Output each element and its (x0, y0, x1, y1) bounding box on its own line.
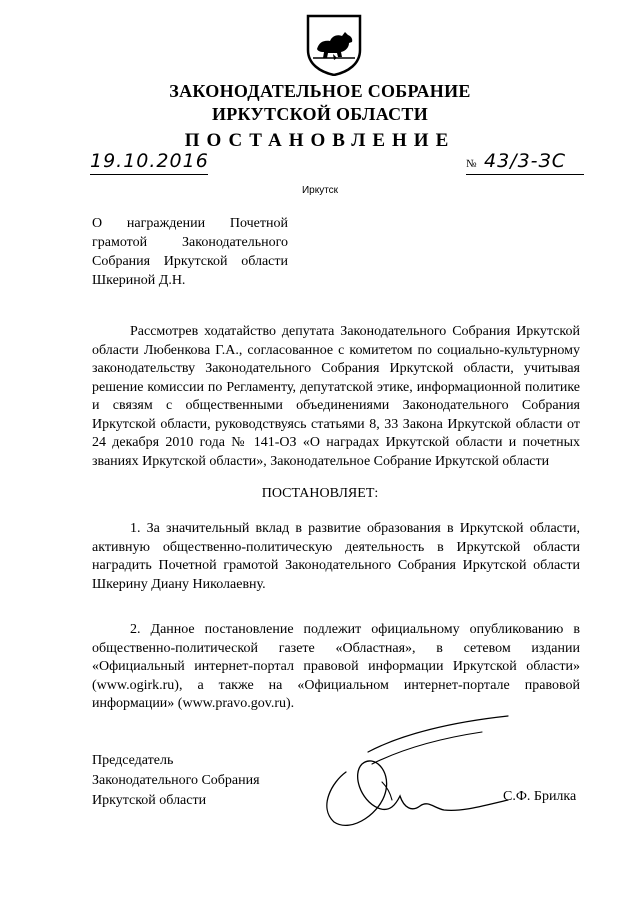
signatory-position-line3: Иркутской области (92, 793, 207, 808)
signer-name: С.Ф. Брилка (503, 789, 577, 804)
document-subject: О награждении Почетной грамотой Законодательного Собрания Иркутской области Шкериной Д.Н. (92, 216, 288, 288)
signatory-position (92, 751, 260, 811)
signatory-position-line2: Законодательного Собрания (92, 773, 260, 788)
resolution-item-2 (92, 621, 580, 714)
document-city: Иркутск (301, 185, 339, 196)
document-type: ПОСТАНОВЛЕНИЕ (184, 130, 456, 151)
preamble-paragraph (92, 323, 580, 471)
document-number-field (466, 150, 584, 175)
resolution-item-1 (92, 520, 580, 594)
signatory-position-line1: Председатель (92, 753, 174, 768)
organization-title-line1: ЗАКОНОДАТЕЛЬНОЕ СОБРАНИЕ (169, 81, 471, 101)
resolution-item-1-text: 1. За значительный вклад в развитие образования в Иркутской области, активную общественно-политическую деятельность в Иркутской области наградить Почетной грамотой Законодательного Собрания Иркутской области Шкерину Диану Николаевну. (92, 521, 580, 592)
coat-of-arms-icon (304, 14, 364, 76)
organization-title-line2: ИРКУТСКОЙ ОБЛАСТИ (211, 104, 429, 124)
number-prefix: № (466, 158, 477, 170)
document-date: 19.10.2016 (90, 150, 208, 175)
document-number: 43/3-ЗС (484, 150, 566, 172)
handwritten-signature-icon (312, 712, 512, 838)
resolves-heading: ПОСТАНОВЛЯЕТ: (261, 486, 379, 501)
preamble-text: Рассмотрев ходатайство депутата Законодательного Собрания Иркутской области Любенкова Г.А., согласованное с комитетом по социально-культурному законодательству Законодательного Собрания Иркутской области, учитывая решение комиссии по Регламенту, депутатской этике, информационной политике и связям с общественными объединениями Законодательного Собрания Иркутской области, руководствуясь статьями 8, 33 Закона Иркутской области от 24 декабря 2010 года № 141-ОЗ «О наградах Иркутской области и почетных званиях Иркутской области», Законодательное Собрание Иркутской области (92, 324, 580, 469)
resolution-item-2-text: 2. Данное постановление подлежит официальному опубликованию в общественно-политической газете «Областная», в сетевом издании «Официальный интернет-портал правовой информации Иркутской области» (www.ogirk.ru), а также на «Официальном интернет-портале правовой информации» (www.pravo.gov.ru). (92, 622, 580, 711)
